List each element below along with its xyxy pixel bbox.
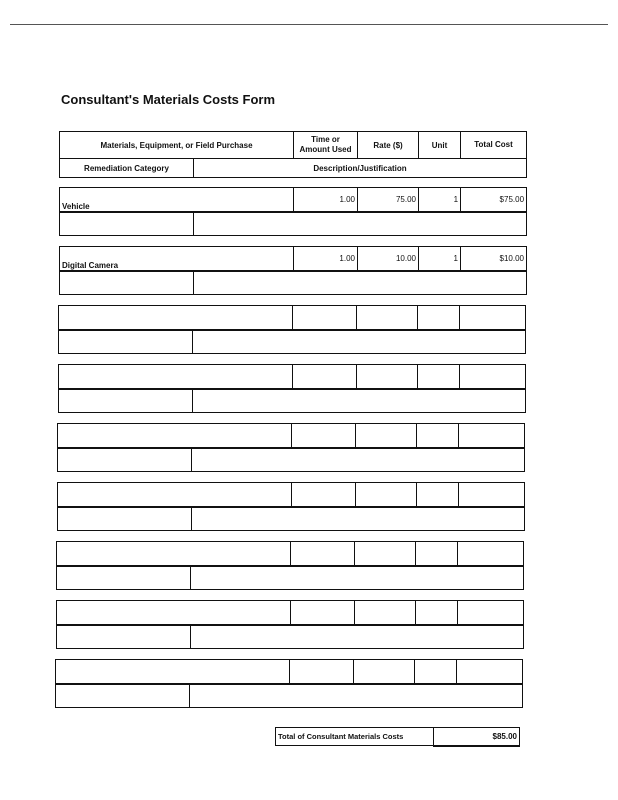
- item-rate[interactable]: [354, 660, 415, 684]
- item-name[interactable]: [58, 483, 292, 507]
- item-unit[interactable]: [418, 306, 460, 330]
- header-materials: Materials, Equipment, or Field Purchase: [60, 132, 294, 159]
- header-rate: Rate ($): [358, 132, 419, 159]
- item-total[interactable]: [458, 601, 524, 625]
- item-name[interactable]: Vehicle: [60, 188, 294, 212]
- item-unit[interactable]: [415, 660, 457, 684]
- item-name[interactable]: Digital Camera: [60, 247, 294, 271]
- item-description[interactable]: [192, 507, 525, 531]
- item-block: [59, 246, 527, 295]
- item-total[interactable]: [457, 660, 523, 684]
- header-remediation-category: Remediation Category: [60, 159, 194, 178]
- item-unit[interactable]: [418, 365, 460, 389]
- item-block: [56, 541, 524, 590]
- header-table: [59, 131, 527, 178]
- item-rate[interactable]: [356, 483, 417, 507]
- item-name[interactable]: [57, 601, 291, 625]
- item-block: [58, 364, 526, 413]
- item-description[interactable]: [193, 330, 526, 354]
- item-category[interactable]: [57, 625, 191, 649]
- item-description[interactable]: [194, 212, 527, 236]
- item-time[interactable]: [292, 424, 356, 448]
- item-description[interactable]: [190, 684, 523, 708]
- item-total[interactable]: $75.00: [461, 188, 527, 212]
- item-rate[interactable]: [357, 365, 418, 389]
- item-description[interactable]: [191, 625, 524, 649]
- item-rate[interactable]: [355, 542, 416, 566]
- item-time[interactable]: 1.00: [294, 247, 358, 271]
- header-total-cost: Total Cost: [461, 132, 527, 159]
- item-rate[interactable]: [357, 306, 418, 330]
- item-total[interactable]: [460, 365, 526, 389]
- item-total[interactable]: [459, 483, 525, 507]
- item-category[interactable]: [56, 684, 190, 708]
- header-unit: Unit: [419, 132, 461, 159]
- item-total[interactable]: $10.00: [461, 247, 527, 271]
- form-title: Consultant's Materials Costs Form: [61, 92, 276, 107]
- item-time[interactable]: 1.00: [294, 188, 358, 212]
- item-unit[interactable]: [416, 601, 458, 625]
- item-rate[interactable]: [355, 601, 416, 625]
- scan-artifact-line: [10, 24, 608, 25]
- item-name[interactable]: [59, 306, 293, 330]
- item-description[interactable]: [191, 566, 524, 590]
- item-name[interactable]: [56, 660, 290, 684]
- item-unit[interactable]: [417, 483, 459, 507]
- item-unit[interactable]: 1: [419, 247, 461, 271]
- item-category[interactable]: [58, 448, 192, 472]
- item-unit[interactable]: [417, 424, 459, 448]
- item-description[interactable]: [194, 271, 527, 295]
- item-name[interactable]: [58, 424, 292, 448]
- item-category[interactable]: [58, 507, 192, 531]
- item-name[interactable]: [59, 365, 293, 389]
- item-time[interactable]: [291, 601, 355, 625]
- item-unit[interactable]: 1: [419, 188, 461, 212]
- item-unit[interactable]: [416, 542, 458, 566]
- item-description[interactable]: [193, 389, 526, 413]
- item-category[interactable]: [59, 389, 193, 413]
- item-time[interactable]: [293, 365, 357, 389]
- total-table: [275, 727, 520, 747]
- item-category[interactable]: [57, 566, 191, 590]
- item-rate[interactable]: 10.00: [358, 247, 419, 271]
- item-rate[interactable]: [356, 424, 417, 448]
- item-total[interactable]: [460, 306, 526, 330]
- total-value: $85.00: [434, 728, 520, 746]
- item-block: [57, 423, 525, 472]
- item-total[interactable]: [458, 542, 524, 566]
- item-time[interactable]: [290, 660, 354, 684]
- item-category[interactable]: [60, 212, 194, 236]
- item-block: [57, 482, 525, 531]
- item-name[interactable]: [57, 542, 291, 566]
- header-description: Description/Justification: [194, 159, 527, 178]
- item-time[interactable]: [293, 306, 357, 330]
- item-description[interactable]: [192, 448, 525, 472]
- item-time[interactable]: [292, 483, 356, 507]
- item-block: [56, 600, 524, 649]
- item-time[interactable]: [291, 542, 355, 566]
- item-block: [59, 187, 527, 236]
- header-time-amount: Time or Amount Used: [294, 132, 358, 159]
- total-label: Total of Consultant Materials Costs: [276, 728, 434, 746]
- item-block: [58, 305, 526, 354]
- item-block: [55, 659, 523, 708]
- item-category[interactable]: [60, 271, 194, 295]
- item-total[interactable]: [459, 424, 525, 448]
- item-rate[interactable]: 75.00: [358, 188, 419, 212]
- item-category[interactable]: [59, 330, 193, 354]
